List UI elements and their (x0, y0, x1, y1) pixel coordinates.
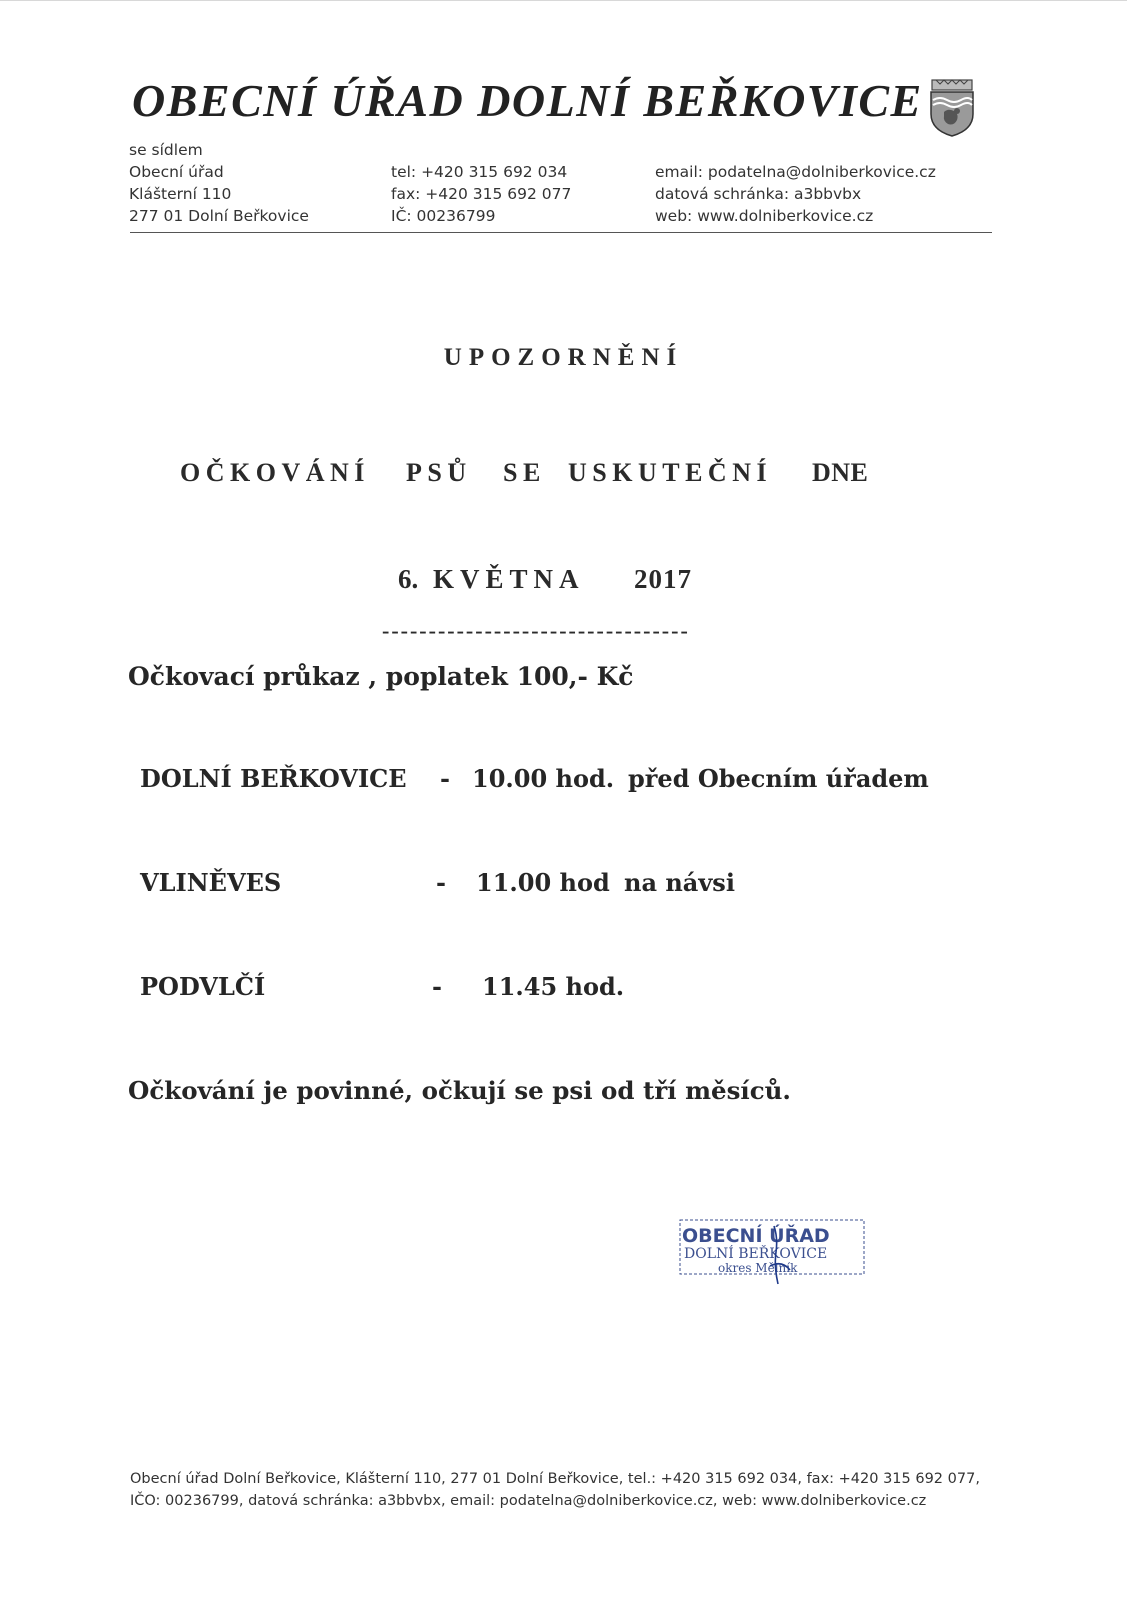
closing-statement: Očkování je povinné, očkují se psi od tří měsíců. (128, 1076, 791, 1105)
fee-line: Očkovací průkaz , poplatek 100,- Kč (128, 662, 634, 691)
header-divider (130, 232, 992, 233)
stamp-line-2: DOLNÍ BEŘKOVICE (684, 1246, 828, 1262)
schedule-dash: - (432, 972, 442, 1001)
line1-word-dogs: PSŮ (406, 458, 472, 487)
header-online-column (655, 161, 936, 227)
stamp-line-3: okres Mělník (718, 1261, 798, 1275)
office-title: OBECNÍ ÚŘAD DOLNÍ BEŘKOVICE (132, 75, 923, 126)
stamp-line-1: OBECNÍ ÚŘAD (682, 1225, 830, 1247)
date-year: 2017 (634, 564, 692, 594)
schedule-location-note: na návsi (624, 868, 735, 897)
line1-word-se: SE (503, 458, 546, 487)
header-fax: fax: +420 315 692 077 (391, 185, 572, 203)
header-contact-column (391, 161, 571, 227)
header-web: web: www.dolniberkovice.cz (655, 207, 874, 225)
page-top-edge (0, 0, 1127, 1)
header-seat-label: se sídlem (129, 141, 203, 159)
dashed-divider: --------------------------------- (382, 618, 690, 643)
schedule-place-vlineves: VLINĚVES (140, 868, 282, 897)
footer-line-1: Obecní úřad Dolní Beřkovice, Klášterní 110, 277 01 Dolní Beřkovice, tel.: +420 315 692 034, fax: +420 315 692 077, (130, 1471, 980, 1487)
notice-heading: UPOZORNĚNÍ (443, 344, 684, 371)
schedule-time: 11.00 hod (476, 868, 610, 897)
line1-word-will-take-place: USKUTEČNÍ (568, 458, 773, 487)
footer-line-2: IČO: 00236799, datová schránka: a3bbvbx, email: podatelna@dolniberkovice.cz, web: www.dolniberkovice.cz (130, 1493, 927, 1509)
schedule-dash: - (440, 764, 450, 793)
date-month: KVĚTNA (433, 564, 585, 594)
schedule-location-note: před Obecním úřadem (628, 764, 929, 793)
schedule-dash: - (436, 868, 446, 897)
header-address-column (129, 139, 309, 227)
header-email: email: podatelna@dolniberkovice.cz (655, 163, 936, 181)
schedule-place-dolni-berkovice: DOLNÍ BEŘKOVICE (140, 764, 407, 793)
line1-word-vaccination: OČKOVÁNÍ (180, 458, 370, 487)
header-phone: tel: +420 315 692 034 (391, 163, 568, 181)
header-city: 277 01 Dolní Beřkovice (129, 207, 309, 225)
line1-word-on-day: DNE (812, 458, 869, 487)
schedule-time: 10.00 hod. (472, 764, 615, 793)
footer (130, 1468, 980, 1512)
header-databox: datová schránka: a3bbvbx (655, 185, 862, 203)
header-ic: IČ: 00236799 (391, 207, 496, 225)
office-stamp (678, 1218, 868, 1288)
header-office-name: Obecní úřad (129, 163, 224, 181)
date-day: 6. (398, 564, 419, 594)
coat-of-arms-icon (928, 78, 976, 138)
schedule-place-podvlci: PODVLČÍ (140, 972, 266, 1001)
header-street: Klášterní 110 (129, 185, 232, 203)
schedule-time: 11.45 hod. (482, 972, 625, 1001)
